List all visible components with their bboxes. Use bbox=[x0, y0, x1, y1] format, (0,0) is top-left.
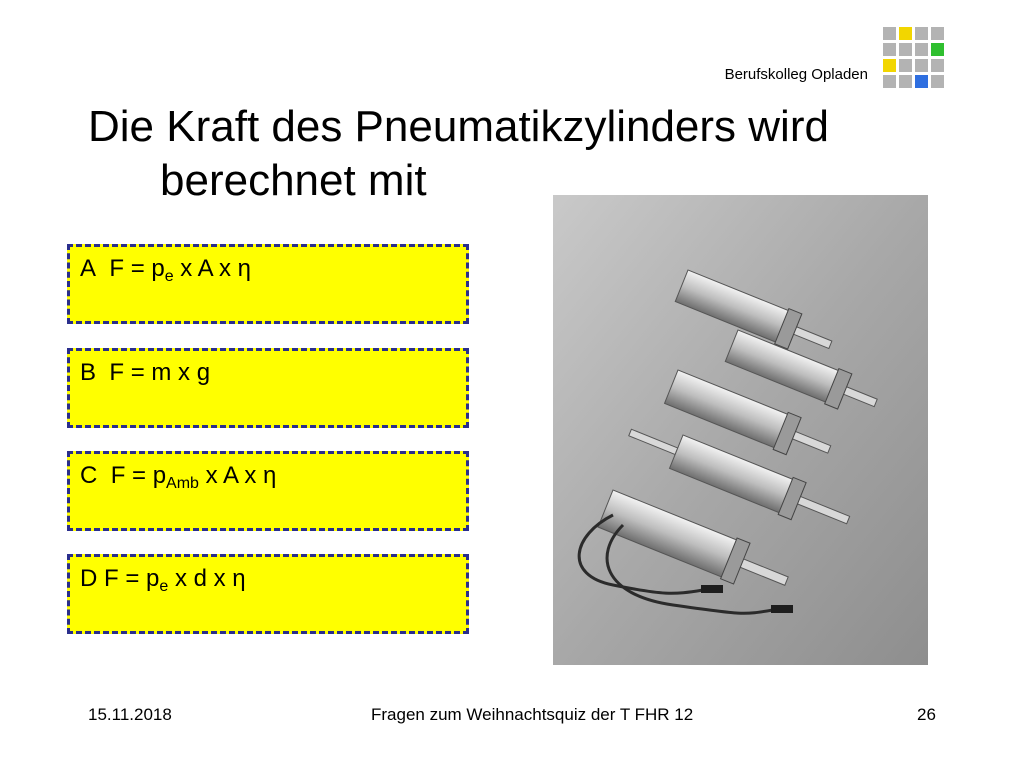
answer-formula-rest: x A x η bbox=[173, 255, 252, 282]
answer-subscript: e bbox=[164, 268, 174, 285]
logo-cell bbox=[931, 75, 944, 88]
logo-cell bbox=[931, 59, 944, 72]
institution-name: Berufskolleg Opladen bbox=[724, 66, 868, 83]
pneumatic-cylinders-photo bbox=[553, 195, 928, 665]
page-number: 26 bbox=[917, 705, 936, 724]
logo-cell bbox=[915, 75, 928, 88]
logo-cell bbox=[931, 27, 944, 40]
answer-formula: F = p bbox=[104, 565, 160, 592]
answer-formula-rest: x A x η bbox=[198, 462, 277, 489]
title-line-2: berechnet mit bbox=[160, 156, 427, 205]
footer-title: Fragen zum Weihnachtsquiz der T FHR 12 bbox=[371, 705, 694, 724]
footer-date: 15.11.2018 bbox=[88, 705, 172, 724]
answer-subscript: e bbox=[159, 578, 169, 595]
logo-cell bbox=[899, 59, 912, 72]
logo-cell bbox=[915, 59, 928, 72]
answer-option-c[interactable] bbox=[67, 451, 469, 531]
title-line-1: Die Kraft des Pneumatikzylinders wird bbox=[88, 102, 829, 151]
answer-letter: D bbox=[80, 565, 98, 592]
answer-option-b[interactable] bbox=[67, 348, 469, 428]
logo-cell bbox=[915, 27, 928, 40]
logo-cell bbox=[883, 75, 896, 88]
logo-cell bbox=[915, 43, 928, 56]
answer-option-a[interactable] bbox=[67, 244, 469, 324]
answer-formula: F = p bbox=[109, 255, 165, 282]
logo-cell bbox=[899, 43, 912, 56]
answer-subscript: Amb bbox=[166, 475, 199, 492]
school-logo bbox=[883, 27, 943, 87]
logo-cell bbox=[883, 27, 896, 40]
logo-cell bbox=[883, 59, 896, 72]
answer-letter: B bbox=[80, 359, 97, 386]
answer-letter: C bbox=[80, 462, 98, 489]
slide-title bbox=[88, 100, 829, 208]
answer-letter: A bbox=[80, 255, 97, 282]
logo-cell bbox=[899, 75, 912, 88]
answer-formula: F = m x g bbox=[109, 359, 211, 386]
answer-option-d[interactable] bbox=[67, 554, 469, 634]
logo-cell bbox=[883, 43, 896, 56]
answer-formula: F = p bbox=[110, 462, 167, 489]
logo-cell bbox=[931, 43, 944, 56]
answer-formula-rest: x d x η bbox=[168, 565, 246, 592]
logo-cell bbox=[899, 27, 912, 40]
